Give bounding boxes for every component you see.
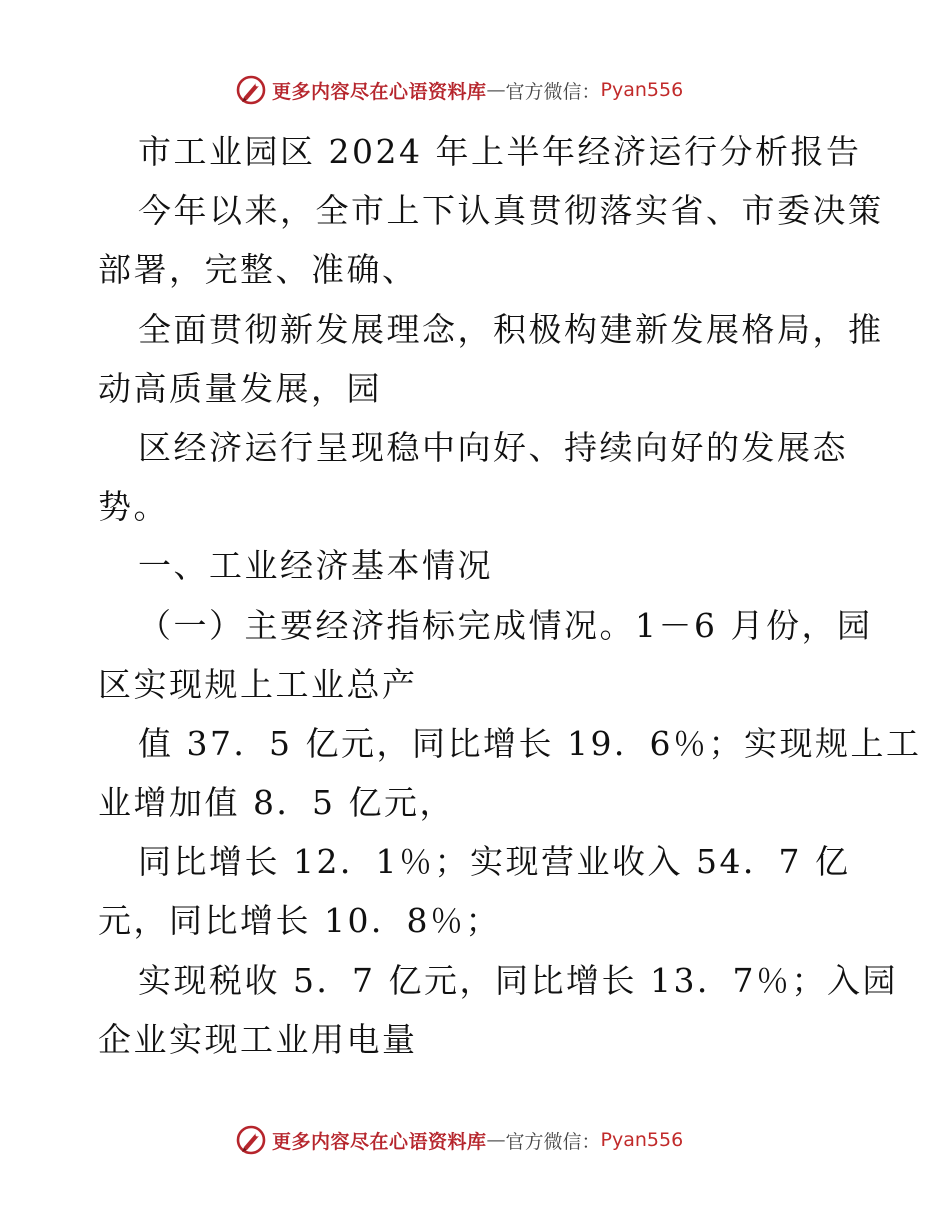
paragraph-line: 区实现规上工业总产 [98,664,418,704]
header-watermark [236,74,683,106]
paragraph-line: 同比增长 12．1％；实现营业收入 54．7 亿 [138,842,851,882]
watermark-wechat-id: Pyan556 [600,1129,684,1151]
paragraph-line: 值 37．5 亿元，同比增长 19．6％；实现规上工 [138,723,922,763]
watermark-text: 更多内容尽在心语资料库 [272,80,487,103]
paragraph-line: 业增加值 8．5 亿元， [98,783,455,823]
document-title: 市工业园区 2024 年上半年经济运行分析报告 [138,132,862,171]
watermark-dash: — [486,1129,506,1151]
footer-watermark [236,1124,683,1156]
watermark-wechat-label: 官方微信： [505,1130,601,1153]
paragraph-line: 今年以来，全市上下认真贯彻落实省、市委决策 [138,191,884,231]
watermark-dash: — [486,79,506,101]
pen-nib-logo-icon [236,75,266,105]
paragraph-line: 部署，完整、准确、 [98,250,418,290]
pen-nib-logo-icon [236,1125,266,1155]
paragraph-line: 实现税收 5．7 亿元，同比增长 13．7％；入园 [138,960,898,1000]
paragraph-line: 元，同比增长 10．8％； [98,901,501,941]
section-heading: 一、工业经济基本情况 [138,546,493,586]
paragraph-line: 势。 [98,487,169,527]
paragraph-line: 区经济运行呈现稳中向好、持续向好的发展态 [138,427,848,467]
document-body [98,122,922,1069]
paragraph-line: （一）主要经济指标完成情况。1－6 月份，园 [138,605,873,645]
watermark-wechat-label: 官方微信： [505,80,601,103]
paragraph-line: 动高质量发展，园 [98,368,382,408]
paragraph-line: 全面贯彻新发展理念，积极构建新发展格局，推 [138,309,884,349]
paragraph-line: 企业实现工业用电量 [98,1019,418,1059]
watermark-wechat-id: Pyan556 [600,79,684,101]
watermark-text: 更多内容尽在心语资料库 [272,1130,487,1153]
